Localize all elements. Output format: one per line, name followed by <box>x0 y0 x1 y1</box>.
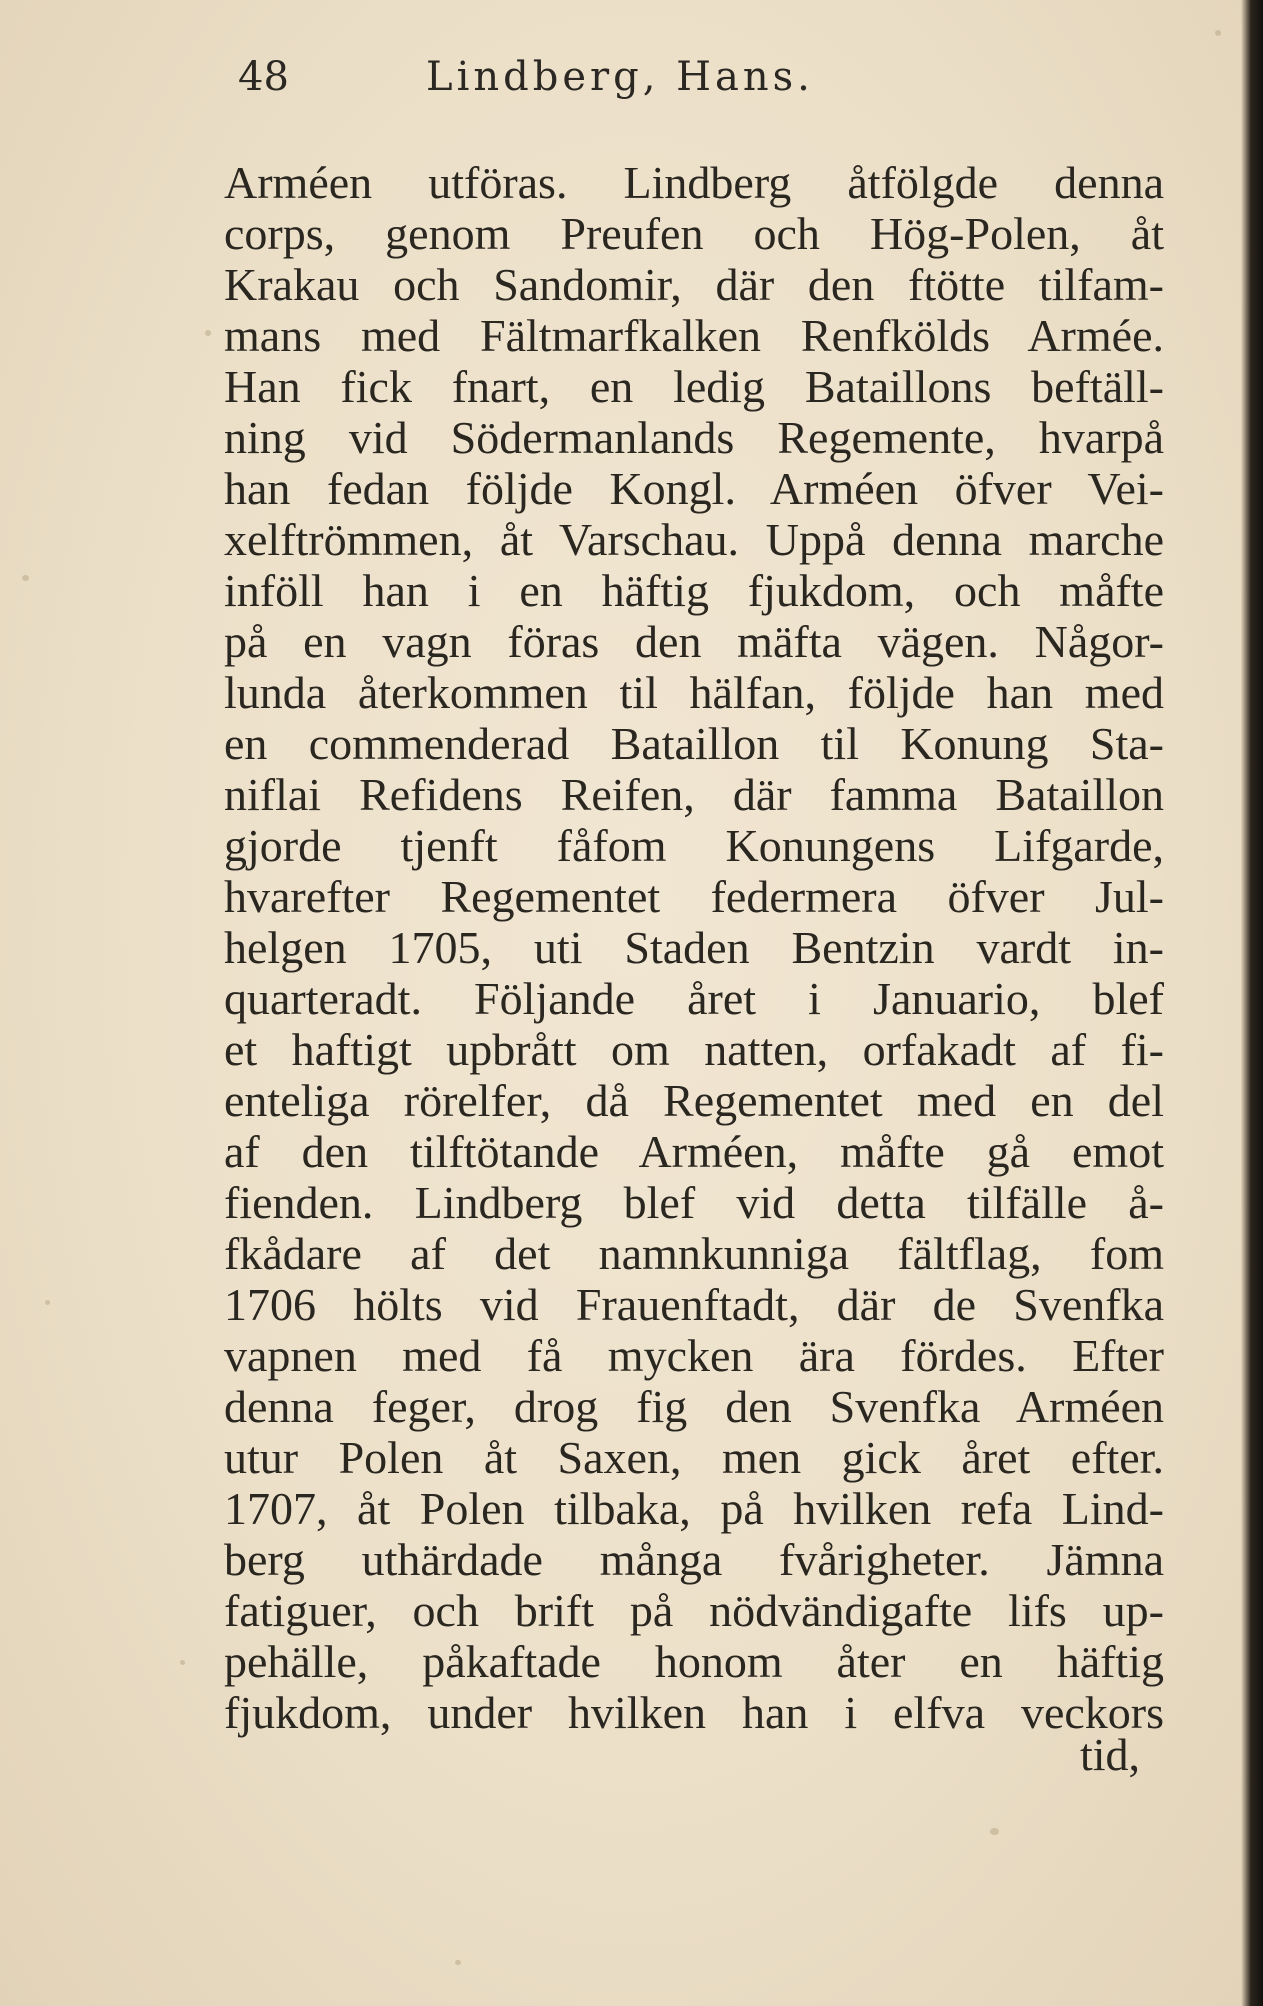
text-line: corps, genom Preufen och Hög-Polen, åt <box>224 208 1164 259</box>
catchword: tid, <box>1080 1729 1141 1780</box>
text-line: af den tilftötande Arméen, måfte gå emot <box>224 1126 1164 1177</box>
running-head <box>238 48 998 108</box>
text-line: niflai Refidens Reifen, där famma Bataillon <box>224 769 1164 820</box>
text-line: quarteradt. Följande året i Januario, blef <box>224 973 1164 1024</box>
text-line: inföll han i en häftig fjukdom, och måfte <box>224 565 1164 616</box>
text-line: fienden. Lindberg blef vid detta tilfälle å- <box>224 1177 1164 1228</box>
running-head-title: Lindberg, Hans. <box>426 54 814 100</box>
text-line: xelftrömmen, åt Varschau. Uppå denna marche <box>224 514 1164 565</box>
text-line: enteliga rörelfer, då Regementet med en del <box>224 1075 1164 1126</box>
text-line: fjukdom, under hvilken han i elfva veckors <box>224 1687 1164 1738</box>
text-line: denna feger, drog fig den Svenfka Arméen <box>224 1381 1164 1432</box>
paper-speck <box>22 575 29 581</box>
text-line: Arméen utföras. Lindberg åtfölgde denna <box>224 157 1164 208</box>
text-line: vapnen med få mycken ära fördes. Efter <box>224 1330 1164 1381</box>
paper-speck <box>990 1828 999 1835</box>
text-line: en commenderad Bataillon til Konung Sta- <box>224 718 1164 769</box>
text-line: 1706 hölts vid Frauenftadt, där de Svenfka <box>224 1279 1164 1330</box>
text-line: hvarefter Regementet federmera öfver Jul- <box>224 871 1164 922</box>
paper-speck <box>1215 30 1221 36</box>
text-line: et haftigt upbrått om natten, orfakadt af fi- <box>224 1024 1164 1075</box>
paper-speck <box>455 1960 461 1965</box>
text-line: ning vid Södermanlands Regemente, hvarpå <box>224 412 1164 463</box>
body-text <box>224 157 1164 1738</box>
paper-speck <box>45 1300 50 1305</box>
paper-speck <box>180 1660 185 1665</box>
text-line: mans med Fältmarfkalken Renfkölds Armée. <box>224 310 1164 361</box>
text-line: Han fick fnart, en ledig Bataillons beftäll- <box>224 361 1164 412</box>
text-line: Krakau och Sandomir, där den ftötte tilfam- <box>224 259 1164 310</box>
text-line: berg uthärdade många fvårigheter. Jämna <box>224 1534 1164 1585</box>
text-line: 1707, åt Polen tilbaka, på hvilken refa Lind- <box>224 1483 1164 1534</box>
text-line: gjorde tjenft fåfom Konungens Lifgarde, <box>224 820 1164 871</box>
page-edge-shadow <box>1241 0 1263 2006</box>
text-line: fkådare af det namnkunniga fältflag, fom <box>224 1228 1164 1279</box>
text-line: utur Polen åt Saxen, men gick året efter. <box>224 1432 1164 1483</box>
text-line: han fedan följde Kongl. Arméen öfver Vei- <box>224 463 1164 514</box>
text-line: lunda återkommen til hälfan, följde han med <box>224 667 1164 718</box>
text-line: pehälle, påkaftade honom åter en häftig <box>224 1636 1164 1687</box>
page-number: 48 <box>238 54 289 100</box>
text-line: på en vagn föras den mäfta vägen. Någor- <box>224 616 1164 667</box>
paper-speck <box>205 330 211 336</box>
text-line: fatiguer, och brift på nödvändigafte lifs up- <box>224 1585 1164 1636</box>
text-line: helgen 1705, uti Staden Bentzin vardt in- <box>224 922 1164 973</box>
